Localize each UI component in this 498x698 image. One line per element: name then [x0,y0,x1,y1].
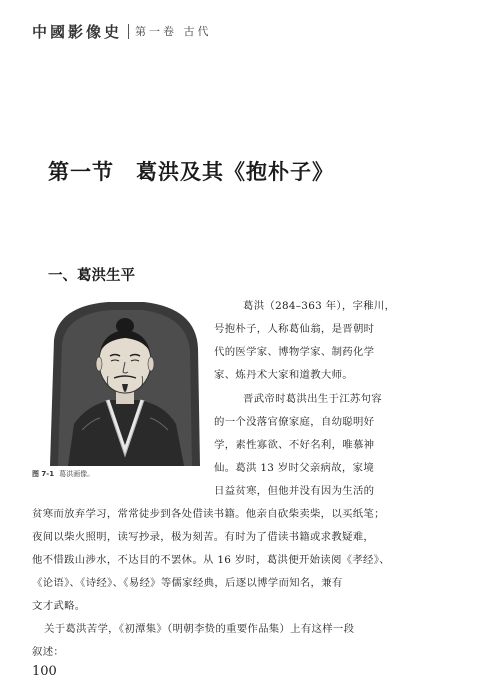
book-title: 中國影像史 [32,22,123,41]
body-line: 夜间以柴火照明，读写抄录，极为刻苦。有时为了借读书籍或求教疑难， [32,531,375,543]
body-line: 日益贫寒，但他并没有因为生活的 [214,485,375,497]
body-line: 关于葛洪苦学，《初潭集》（明朝李贽的重要作品集）上有这样一段 [44,623,355,635]
ge-hong-portrait-image [48,300,202,466]
figure-caption-text: 葛洪画像。 [59,470,95,478]
body-line: 贫寒而放弃学习，常常徒步到各处借读书籍。他亲自砍柴卖柴，以买纸笔； [32,508,385,520]
body-line: 他不惜跋山涉水，不达目的不罢休。从 16 岁时，葛洪便开始读阅《孝经》、 [32,554,390,566]
body-line: 家、炼丹术大家和道教大师。 [214,369,353,381]
subsection-title: 一、葛洪生平 [48,268,135,284]
body-line: 晋武帝时葛洪出生于江苏句容 [243,393,382,405]
body-line: 葛洪（284–363 年），字稚川， [243,300,396,312]
header-divider [128,24,129,39]
body-line: 学，素性寡欲、不好名利，唯慕神 [214,439,375,451]
section-title: 第一节 葛洪及其《抱朴子》 [48,160,334,184]
body-line: 叙述： [32,646,65,658]
body-line: 文才武略。 [32,600,86,612]
page-number: 100 [32,664,57,679]
body-line: 代的医学家、博物学家、制药化学 [214,346,375,358]
figure-caption [32,469,94,479]
figure-number: 图 7-1 [32,470,55,478]
body-line: 仙。葛洪 13 岁时父亲病故，家境 [214,462,375,474]
body-line: 《论语》、《诗经》、《易经》等儒家经典，后逐以博学而知名，兼有 [32,577,343,589]
body-line: 号抱朴子，人称葛仙翁，是晋朝时 [214,323,375,335]
chapter-name: 第一卷 古代 [135,25,212,38]
running-header [32,20,212,42]
body-line: 的一个没落官僚家庭，自幼聪明好 [214,416,375,428]
